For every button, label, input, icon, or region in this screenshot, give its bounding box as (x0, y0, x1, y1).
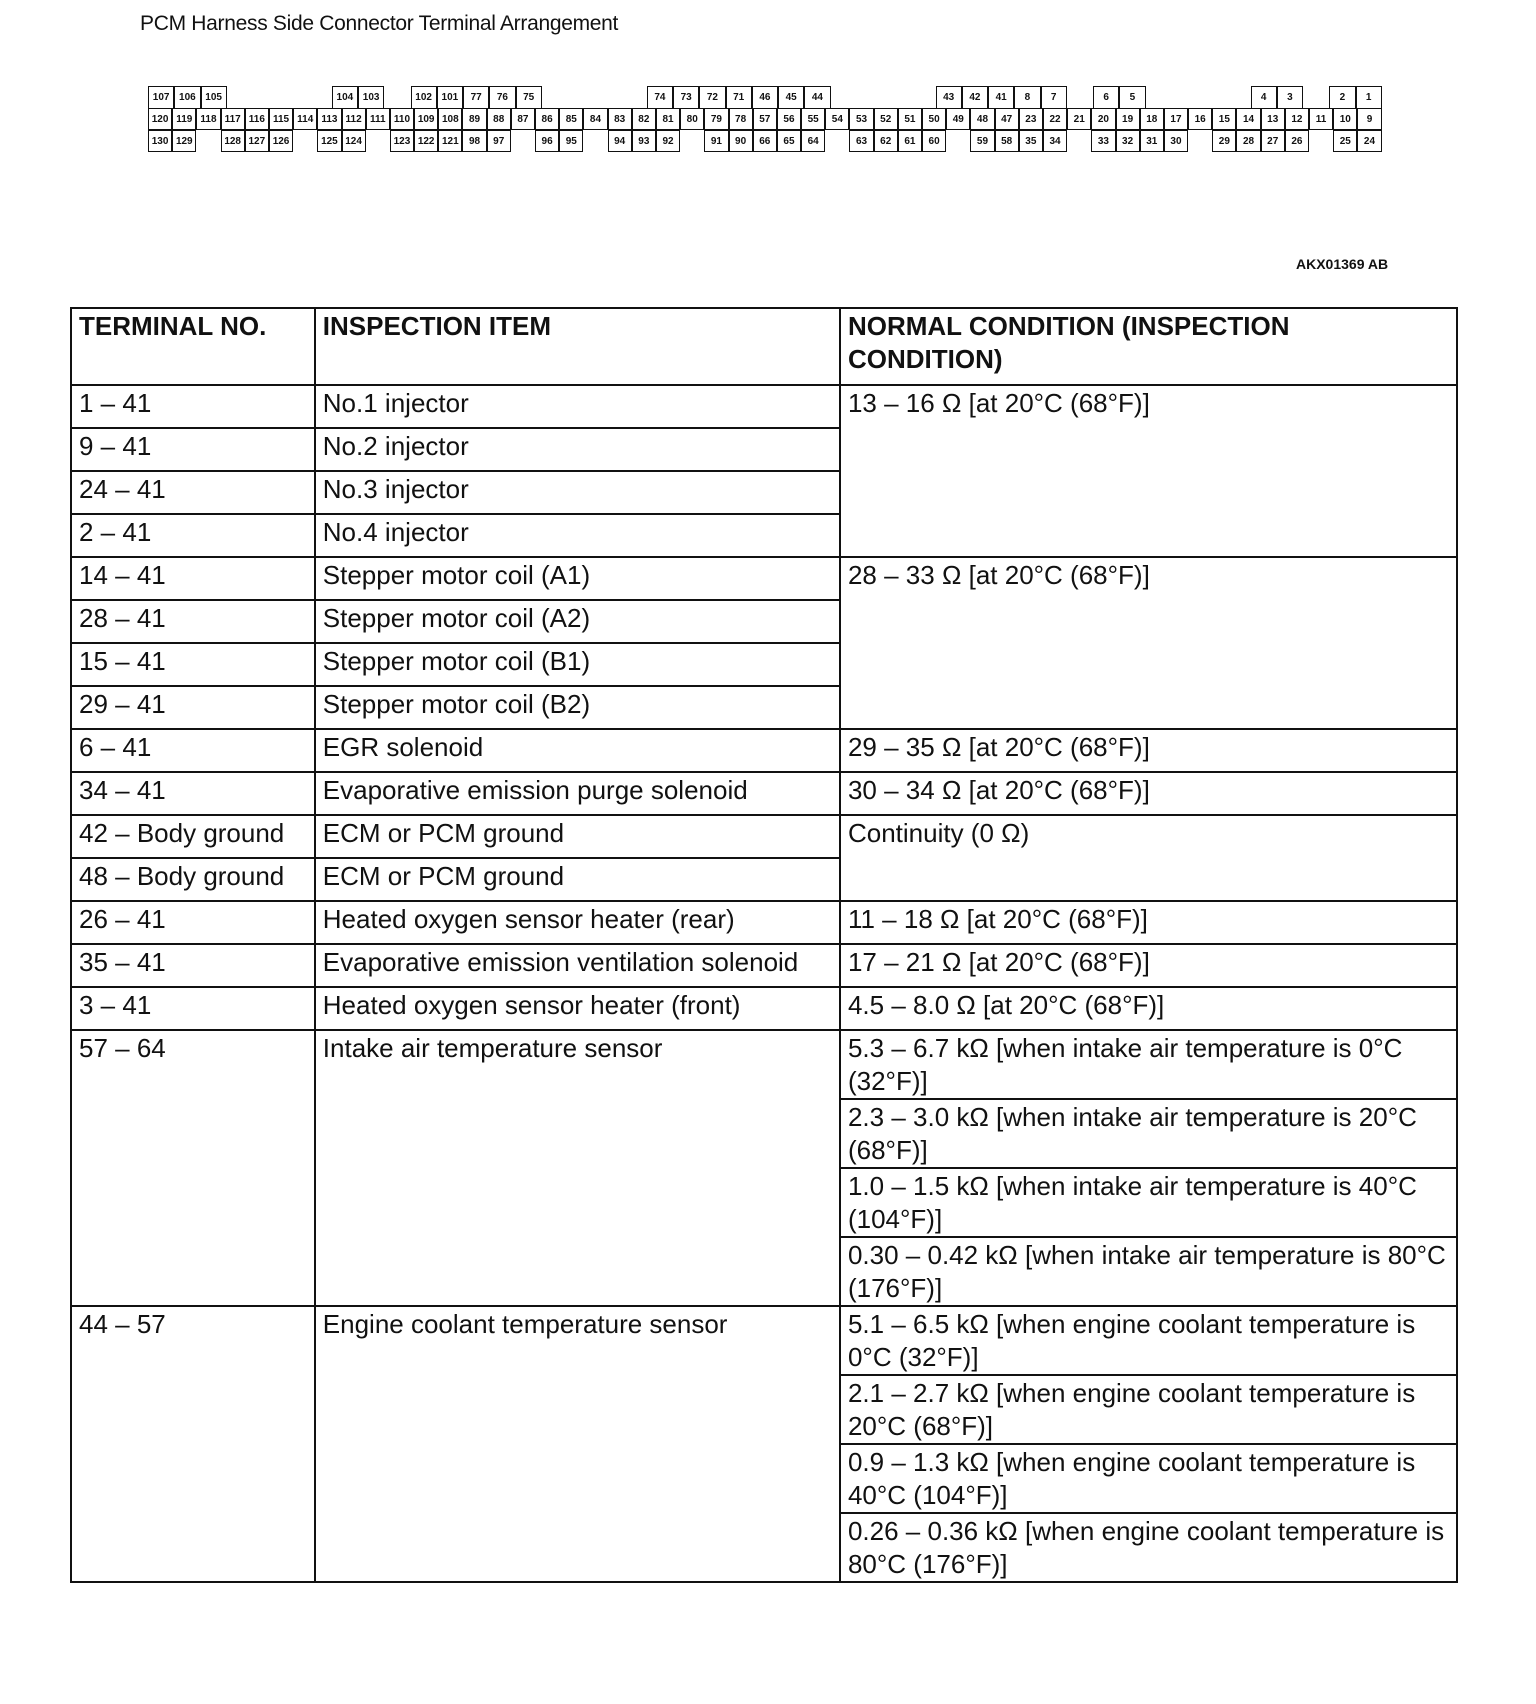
terminal-pin: 96 (535, 130, 559, 152)
terminal-cell: 15 – 41 (71, 643, 315, 686)
terminal-gap (825, 130, 849, 152)
terminal-gap (568, 86, 594, 108)
terminal-gap (1067, 86, 1093, 108)
terminal-pin: 45 (778, 86, 804, 108)
terminal-pin: 84 (583, 108, 607, 130)
terminal-pin: 13 (1261, 108, 1285, 130)
terminal-pin: 130 (148, 130, 172, 152)
connector-row (148, 130, 1382, 152)
terminal-pin: 109 (414, 108, 438, 130)
table-row (71, 944, 1457, 987)
terminal-pin: 10 (1333, 108, 1357, 130)
table-row (71, 557, 1457, 600)
item-cell: Stepper motor coil (B1) (315, 643, 840, 686)
item-cell: No.2 injector (315, 428, 840, 471)
terminal-pin: 16 (1188, 108, 1212, 130)
terminal-pin: 52 (874, 108, 898, 130)
terminal-pin: 8 (1014, 86, 1040, 108)
terminal-cell: 9 – 41 (71, 428, 315, 471)
terminal-pin: 95 (559, 130, 583, 152)
terminal-pin: 34 (1043, 130, 1067, 152)
terminal-pin: 49 (946, 108, 970, 130)
terminal-pin: 110 (390, 108, 414, 130)
terminal-pin: 81 (656, 108, 680, 130)
terminal-cell: 48 – Body ground (71, 858, 315, 901)
terminal-pin: 116 (245, 108, 269, 130)
terminal-pin: 113 (317, 108, 341, 130)
terminal-pin: 78 (729, 108, 753, 130)
terminal-pin: 9 (1357, 108, 1381, 130)
terminal-pin: 92 (656, 130, 680, 152)
terminal-cell: 44 – 57 (71, 1306, 315, 1582)
terminal-pin: 94 (608, 130, 632, 152)
condition-cell: 28 – 33 Ω [at 20°C (68°F)] (840, 557, 1457, 729)
terminal-pin: 19 (1116, 108, 1140, 130)
terminal-gap (227, 86, 253, 108)
terminal-gap (680, 130, 704, 152)
item-cell: No.3 injector (315, 471, 840, 514)
terminal-pin: 27 (1261, 130, 1285, 152)
terminal-pin: 17 (1164, 108, 1188, 130)
terminal-cell: 42 – Body ground (71, 815, 315, 858)
terminal-pin: 103 (358, 86, 384, 108)
terminal-pin: 112 (342, 108, 366, 130)
condition-cell: 30 – 34 Ω [at 20°C (68°F)] (840, 772, 1457, 815)
condition-cell: 2.3 – 3.0 kΩ [when intake air temperature is 20°C (68°F)] (840, 1099, 1457, 1168)
terminal-gap (253, 86, 279, 108)
terminal-pin: 44 (804, 86, 830, 108)
terminal-gap (1188, 130, 1212, 152)
terminal-gap (1172, 86, 1198, 108)
terminal-pin: 63 (849, 130, 873, 152)
terminal-gap (1146, 86, 1172, 108)
terminal-pin: 31 (1140, 130, 1164, 152)
condition-cell: 2.1 – 2.7 kΩ [when engine coolant temperature is 20°C (68°F)] (840, 1375, 1457, 1444)
terminal-gap (857, 86, 883, 108)
terminal-pin: 64 (801, 130, 825, 152)
terminal-pin: 30 (1164, 130, 1188, 152)
terminal-pin: 77 (463, 86, 489, 108)
item-cell: ECM or PCM ground (315, 858, 840, 901)
terminal-pin: 73 (673, 86, 699, 108)
terminal-pin: 25 (1333, 130, 1357, 152)
terminal-pin: 121 (438, 130, 462, 152)
terminal-pin: 3 (1277, 86, 1303, 108)
terminal-pin: 123 (390, 130, 414, 152)
terminal-pin: 74 (647, 86, 673, 108)
condition-cell: 29 – 35 Ω [at 20°C (68°F)] (840, 729, 1457, 772)
terminal-gap (883, 86, 909, 108)
terminal-pin: 71 (726, 86, 752, 108)
terminal-pin: 43 (936, 86, 962, 108)
terminal-pin: 89 (462, 108, 486, 130)
terminal-cell: 14 – 41 (71, 557, 315, 600)
terminal-pin: 129 (172, 130, 196, 152)
terminal-cell: 26 – 41 (71, 901, 315, 944)
terminal-pin: 124 (342, 130, 366, 152)
inspection-table (70, 307, 1458, 1583)
terminal-pin: 75 (516, 86, 542, 108)
terminal-pin: 42 (962, 86, 988, 108)
terminal-pin: 5 (1119, 86, 1145, 108)
terminal-pin: 91 (704, 130, 728, 152)
terminal-pin: 83 (608, 108, 632, 130)
terminal-pin: 90 (729, 130, 753, 152)
terminal-pin: 12 (1285, 108, 1309, 130)
item-cell: Engine coolant temperature sensor (315, 1306, 840, 1582)
terminal-gap (542, 86, 568, 108)
terminal-gap (946, 130, 970, 152)
terminal-pin: 104 (332, 86, 358, 108)
header-normal-condition: NORMAL CONDITION (INSPECTION CONDITION) (840, 308, 1457, 385)
terminal-cell: 2 – 41 (71, 514, 315, 557)
terminal-pin: 122 (414, 130, 438, 152)
terminal-gap (1198, 86, 1224, 108)
terminal-pin: 93 (632, 130, 656, 152)
terminal-pin: 111 (366, 108, 390, 130)
terminal-pin: 127 (245, 130, 269, 152)
terminal-pin: 61 (898, 130, 922, 152)
terminal-pin: 22 (1043, 108, 1067, 130)
terminal-pin: 32 (1116, 130, 1140, 152)
terminal-pin: 115 (269, 108, 293, 130)
terminal-pin: 60 (922, 130, 946, 152)
terminal-pin: 57 (753, 108, 777, 130)
terminal-pin: 118 (196, 108, 220, 130)
terminal-pin: 53 (849, 108, 873, 130)
terminal-pin: 114 (293, 108, 317, 130)
terminal-gap (1067, 130, 1091, 152)
condition-cell: 17 – 21 Ω [at 20°C (68°F)] (840, 944, 1457, 987)
terminal-gap (279, 86, 305, 108)
terminal-pin: 23 (1019, 108, 1043, 130)
terminal-pin: 76 (489, 86, 515, 108)
terminal-pin: 2 (1329, 86, 1355, 108)
terminal-pin: 26 (1285, 130, 1309, 152)
item-cell: EGR solenoid (315, 729, 840, 772)
connector-diagram (148, 86, 1382, 152)
terminal-gap (1303, 86, 1329, 108)
item-cell: No.4 injector (315, 514, 840, 557)
terminal-pin: 128 (221, 130, 245, 152)
condition-cell: 5.1 – 6.5 kΩ [when engine coolant temperature is 0°C (32°F)] (840, 1306, 1457, 1375)
terminal-pin: 54 (825, 108, 849, 130)
terminal-pin: 58 (995, 130, 1019, 152)
terminal-gap (621, 86, 647, 108)
terminal-cell: 34 – 41 (71, 772, 315, 815)
terminal-pin: 108 (438, 108, 462, 130)
terminal-pin: 47 (995, 108, 1019, 130)
terminal-gap (306, 86, 332, 108)
terminal-pin: 86 (535, 108, 559, 130)
table-row (71, 729, 1457, 772)
terminal-pin: 18 (1140, 108, 1164, 130)
terminal-pin: 55 (801, 108, 825, 130)
terminal-cell: 29 – 41 (71, 686, 315, 729)
table-header-row (71, 308, 1457, 385)
terminal-pin: 46 (752, 86, 778, 108)
table-row (71, 1030, 1457, 1099)
terminal-pin: 51 (898, 108, 922, 130)
terminal-pin: 105 (201, 86, 227, 108)
terminal-pin: 41 (988, 86, 1014, 108)
item-cell: Stepper motor coil (A2) (315, 600, 840, 643)
item-cell: Intake air temperature sensor (315, 1030, 840, 1306)
terminal-pin: 7 (1041, 86, 1067, 108)
table-row (71, 815, 1457, 858)
condition-cell: 11 – 18 Ω [at 20°C (68°F)] (840, 901, 1457, 944)
terminal-pin: 88 (487, 108, 511, 130)
terminal-gap (1309, 130, 1333, 152)
condition-cell: 4.5 – 8.0 Ω [at 20°C (68°F)] (840, 987, 1457, 1030)
terminal-cell: 35 – 41 (71, 944, 315, 987)
terminal-pin: 120 (148, 108, 172, 130)
condition-cell: 0.30 – 0.42 kΩ [when intake air temperature is 80°C (176°F)] (840, 1237, 1457, 1306)
condition-cell: 0.26 – 0.36 kΩ [when engine coolant temperature is 80°C (176°F)] (840, 1513, 1457, 1582)
terminal-pin: 102 (411, 86, 437, 108)
terminal-pin: 11 (1309, 108, 1333, 130)
terminal-pin: 15 (1212, 108, 1236, 130)
condition-cell: 0.9 – 1.3 kΩ [when engine coolant temperature is 40°C (104°F)] (840, 1444, 1457, 1513)
terminal-gap (583, 130, 607, 152)
terminal-pin: 125 (317, 130, 341, 152)
terminal-pin: 59 (970, 130, 994, 152)
terminal-pin: 35 (1019, 130, 1043, 152)
terminal-pin: 33 (1091, 130, 1115, 152)
table-row (71, 772, 1457, 815)
terminal-pin: 48 (970, 108, 994, 130)
condition-cell: 13 – 16 Ω [at 20°C (68°F)] (840, 385, 1457, 557)
figure-id: AKX01369 AB (1296, 256, 1389, 272)
table-row (71, 1306, 1457, 1375)
connector-row (148, 108, 1382, 130)
terminal-pin: 80 (680, 108, 704, 130)
item-cell: Heated oxygen sensor heater (rear) (315, 901, 840, 944)
terminal-gap (293, 130, 317, 152)
condition-cell: 1.0 – 1.5 kΩ [when intake air temperature is 40°C (104°F)] (840, 1168, 1457, 1237)
item-cell: No.1 injector (315, 385, 840, 428)
terminal-pin: 24 (1357, 130, 1381, 152)
terminal-pin: 107 (148, 86, 174, 108)
terminal-gap (366, 130, 390, 152)
terminal-pin: 1 (1356, 86, 1382, 108)
terminal-pin: 62 (874, 130, 898, 152)
terminal-pin: 126 (269, 130, 293, 152)
terminal-gap (831, 86, 857, 108)
terminal-pin: 6 (1093, 86, 1119, 108)
item-cell: Stepper motor coil (A1) (315, 557, 840, 600)
item-cell: Evaporative emission purge solenoid (315, 772, 840, 815)
terminal-gap (594, 86, 620, 108)
header-terminal-no: TERMINAL NO. (71, 308, 315, 385)
terminal-pin: 119 (172, 108, 196, 130)
page-title: PCM Harness Side Connector Terminal Arrangement (140, 12, 619, 35)
terminal-pin: 65 (777, 130, 801, 152)
terminal-pin: 117 (221, 108, 245, 130)
terminal-gap (196, 130, 220, 152)
terminal-pin: 21 (1067, 108, 1091, 130)
terminal-gap (909, 86, 935, 108)
condition-cell: Continuity (0 Ω) (840, 815, 1457, 901)
terminal-pin: 97 (487, 130, 511, 152)
table-row (71, 901, 1457, 944)
terminal-cell: 1 – 41 (71, 385, 315, 428)
terminal-gap (1224, 86, 1250, 108)
terminal-pin: 4 (1251, 86, 1277, 108)
terminal-pin: 56 (777, 108, 801, 130)
terminal-cell: 24 – 41 (71, 471, 315, 514)
terminal-cell: 3 – 41 (71, 987, 315, 1030)
item-cell: ECM or PCM ground (315, 815, 840, 858)
terminal-pin: 101 (437, 86, 463, 108)
terminal-gap (511, 130, 535, 152)
item-cell: Evaporative emission ventilation solenoid (315, 944, 840, 987)
item-cell: Stepper motor coil (B2) (315, 686, 840, 729)
connector-row (148, 86, 1382, 108)
terminal-cell: 28 – 41 (71, 600, 315, 643)
terminal-pin: 106 (174, 86, 200, 108)
terminal-pin: 50 (922, 108, 946, 130)
terminal-pin: 85 (559, 108, 583, 130)
terminal-pin: 20 (1091, 108, 1115, 130)
terminal-pin: 14 (1236, 108, 1260, 130)
table-row (71, 385, 1457, 428)
terminal-pin: 28 (1236, 130, 1260, 152)
terminal-pin: 72 (699, 86, 725, 108)
table-row (71, 987, 1457, 1030)
terminal-pin: 79 (704, 108, 728, 130)
terminal-pin: 82 (632, 108, 656, 130)
item-cell: Heated oxygen sensor heater (front) (315, 987, 840, 1030)
terminal-gap (384, 86, 410, 108)
terminal-pin: 98 (462, 130, 486, 152)
terminal-pin: 66 (753, 130, 777, 152)
condition-cell: 5.3 – 6.7 kΩ [when intake air temperature is 0°C (32°F)] (840, 1030, 1457, 1099)
terminal-cell: 57 – 64 (71, 1030, 315, 1306)
terminal-pin: 29 (1212, 130, 1236, 152)
header-inspection-item: INSPECTION ITEM (315, 308, 840, 385)
terminal-cell: 6 – 41 (71, 729, 315, 772)
terminal-pin: 87 (511, 108, 535, 130)
